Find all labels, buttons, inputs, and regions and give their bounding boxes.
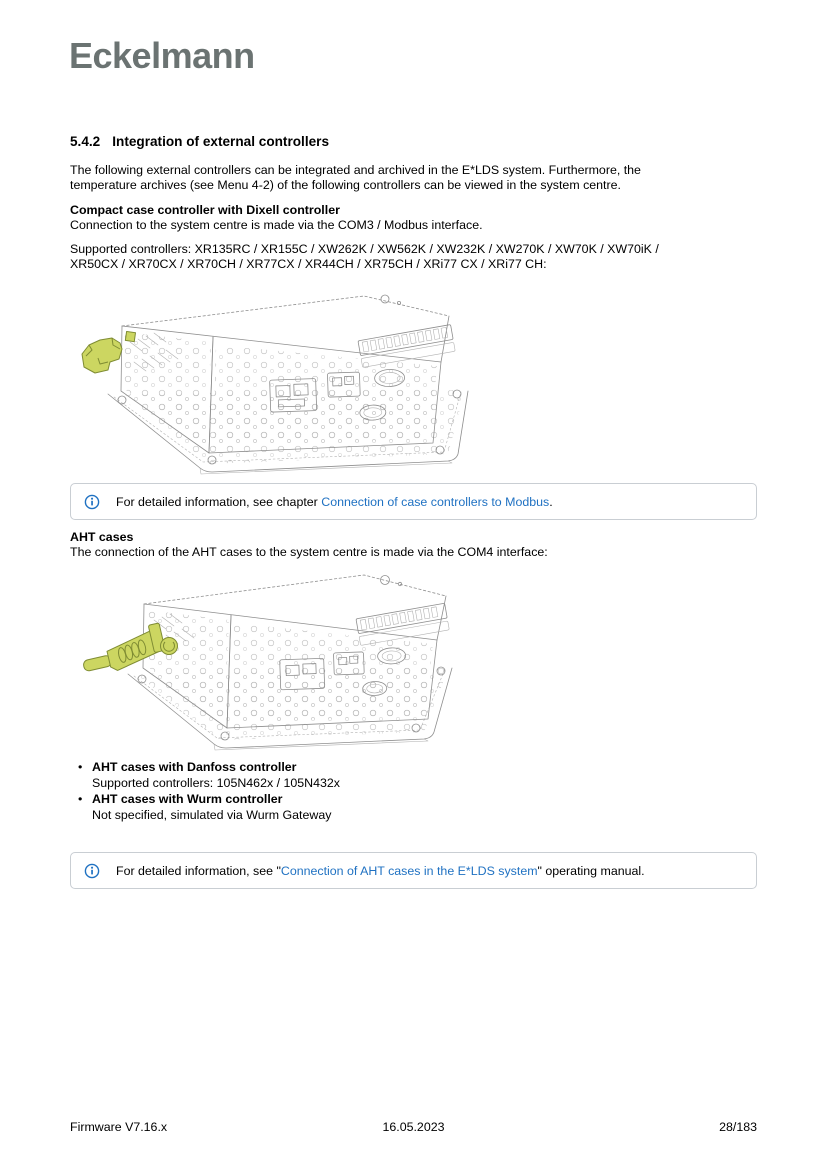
info-text-suffix: . xyxy=(549,494,553,509)
info-box-aht xyxy=(70,852,757,889)
info-icon xyxy=(84,863,100,879)
supported-line-2: XR50CX / XR70CX / XR70CH / XR77CX / XR44CH / XR75CH / XRi77 CX / XRi77 CH: xyxy=(70,257,547,272)
intro-line-2: temperature archives (see Menu 4-2) of the following controllers can be viewed in the system centre. xyxy=(70,178,621,193)
link-case-controllers-modbus[interactable]: Connection of case controllers to Modbus xyxy=(321,494,550,509)
aht-body: The connection of the AHT cases to the system centre is made via the COM4 interface: xyxy=(70,545,548,559)
aht-bullet-list xyxy=(70,759,340,823)
list-item xyxy=(70,791,340,823)
controller-illustration-modbus xyxy=(72,290,492,485)
section-title: Integration of external controllers xyxy=(112,134,330,149)
bullet-marker xyxy=(78,759,92,791)
info-box-text xyxy=(116,864,645,878)
info-text-prefix: For detailed information, see chapter xyxy=(116,494,322,509)
info-box-modbus xyxy=(70,483,757,520)
info-icon xyxy=(84,494,100,510)
bullet-title-danfoss: AHT cases with Danfoss controller xyxy=(92,760,297,774)
link-aht-cases-elds[interactable]: Connection of AHT cases in the E*LDS system xyxy=(280,863,538,878)
info-text-suffix: " operating manual. xyxy=(537,863,645,878)
bullet-marker xyxy=(78,791,92,823)
supported-line-1: Supported controllers: XR135RC / XR155C / XW262K / XW562K / XW232K / XW270K / XW70K / XW70iK / xyxy=(70,242,659,256)
section-heading xyxy=(70,134,329,149)
intro-line-1: The following external controllers can be integrated and archived in the E*LDS system. Furthermore, the xyxy=(70,163,641,177)
info-box-text xyxy=(116,495,553,509)
footer-firmware-version: Firmware V7.16.x xyxy=(70,1120,168,1134)
footer-page-number: 28/183 xyxy=(719,1120,757,1134)
dixell-supported-controllers xyxy=(70,242,760,273)
section-number: 5.4.2 xyxy=(70,134,101,149)
intro-paragraph xyxy=(70,163,760,194)
controller-illustration-aht xyxy=(62,568,482,757)
dixell-heading: Compact case controller with Dixell controller xyxy=(70,203,340,217)
bullet-title-wurm: AHT cases with Wurm controller xyxy=(92,792,283,806)
dixell-body: Connection to the system centre is made via the COM3 / Modbus interface. xyxy=(70,218,483,232)
bullet-detail-wurm: Not specified, simulated via Wurm Gateway xyxy=(92,808,332,822)
eckelmann-logo: Eckelmann xyxy=(69,35,255,76)
list-item xyxy=(70,759,340,791)
aht-heading: AHT cases xyxy=(70,530,134,544)
bullet-detail-danfoss: Supported controllers: 105N462x / 105N432x xyxy=(92,776,340,790)
footer-date: 16.05.2023 xyxy=(382,1120,445,1134)
info-text-prefix: For detailed information, see " xyxy=(116,863,281,878)
